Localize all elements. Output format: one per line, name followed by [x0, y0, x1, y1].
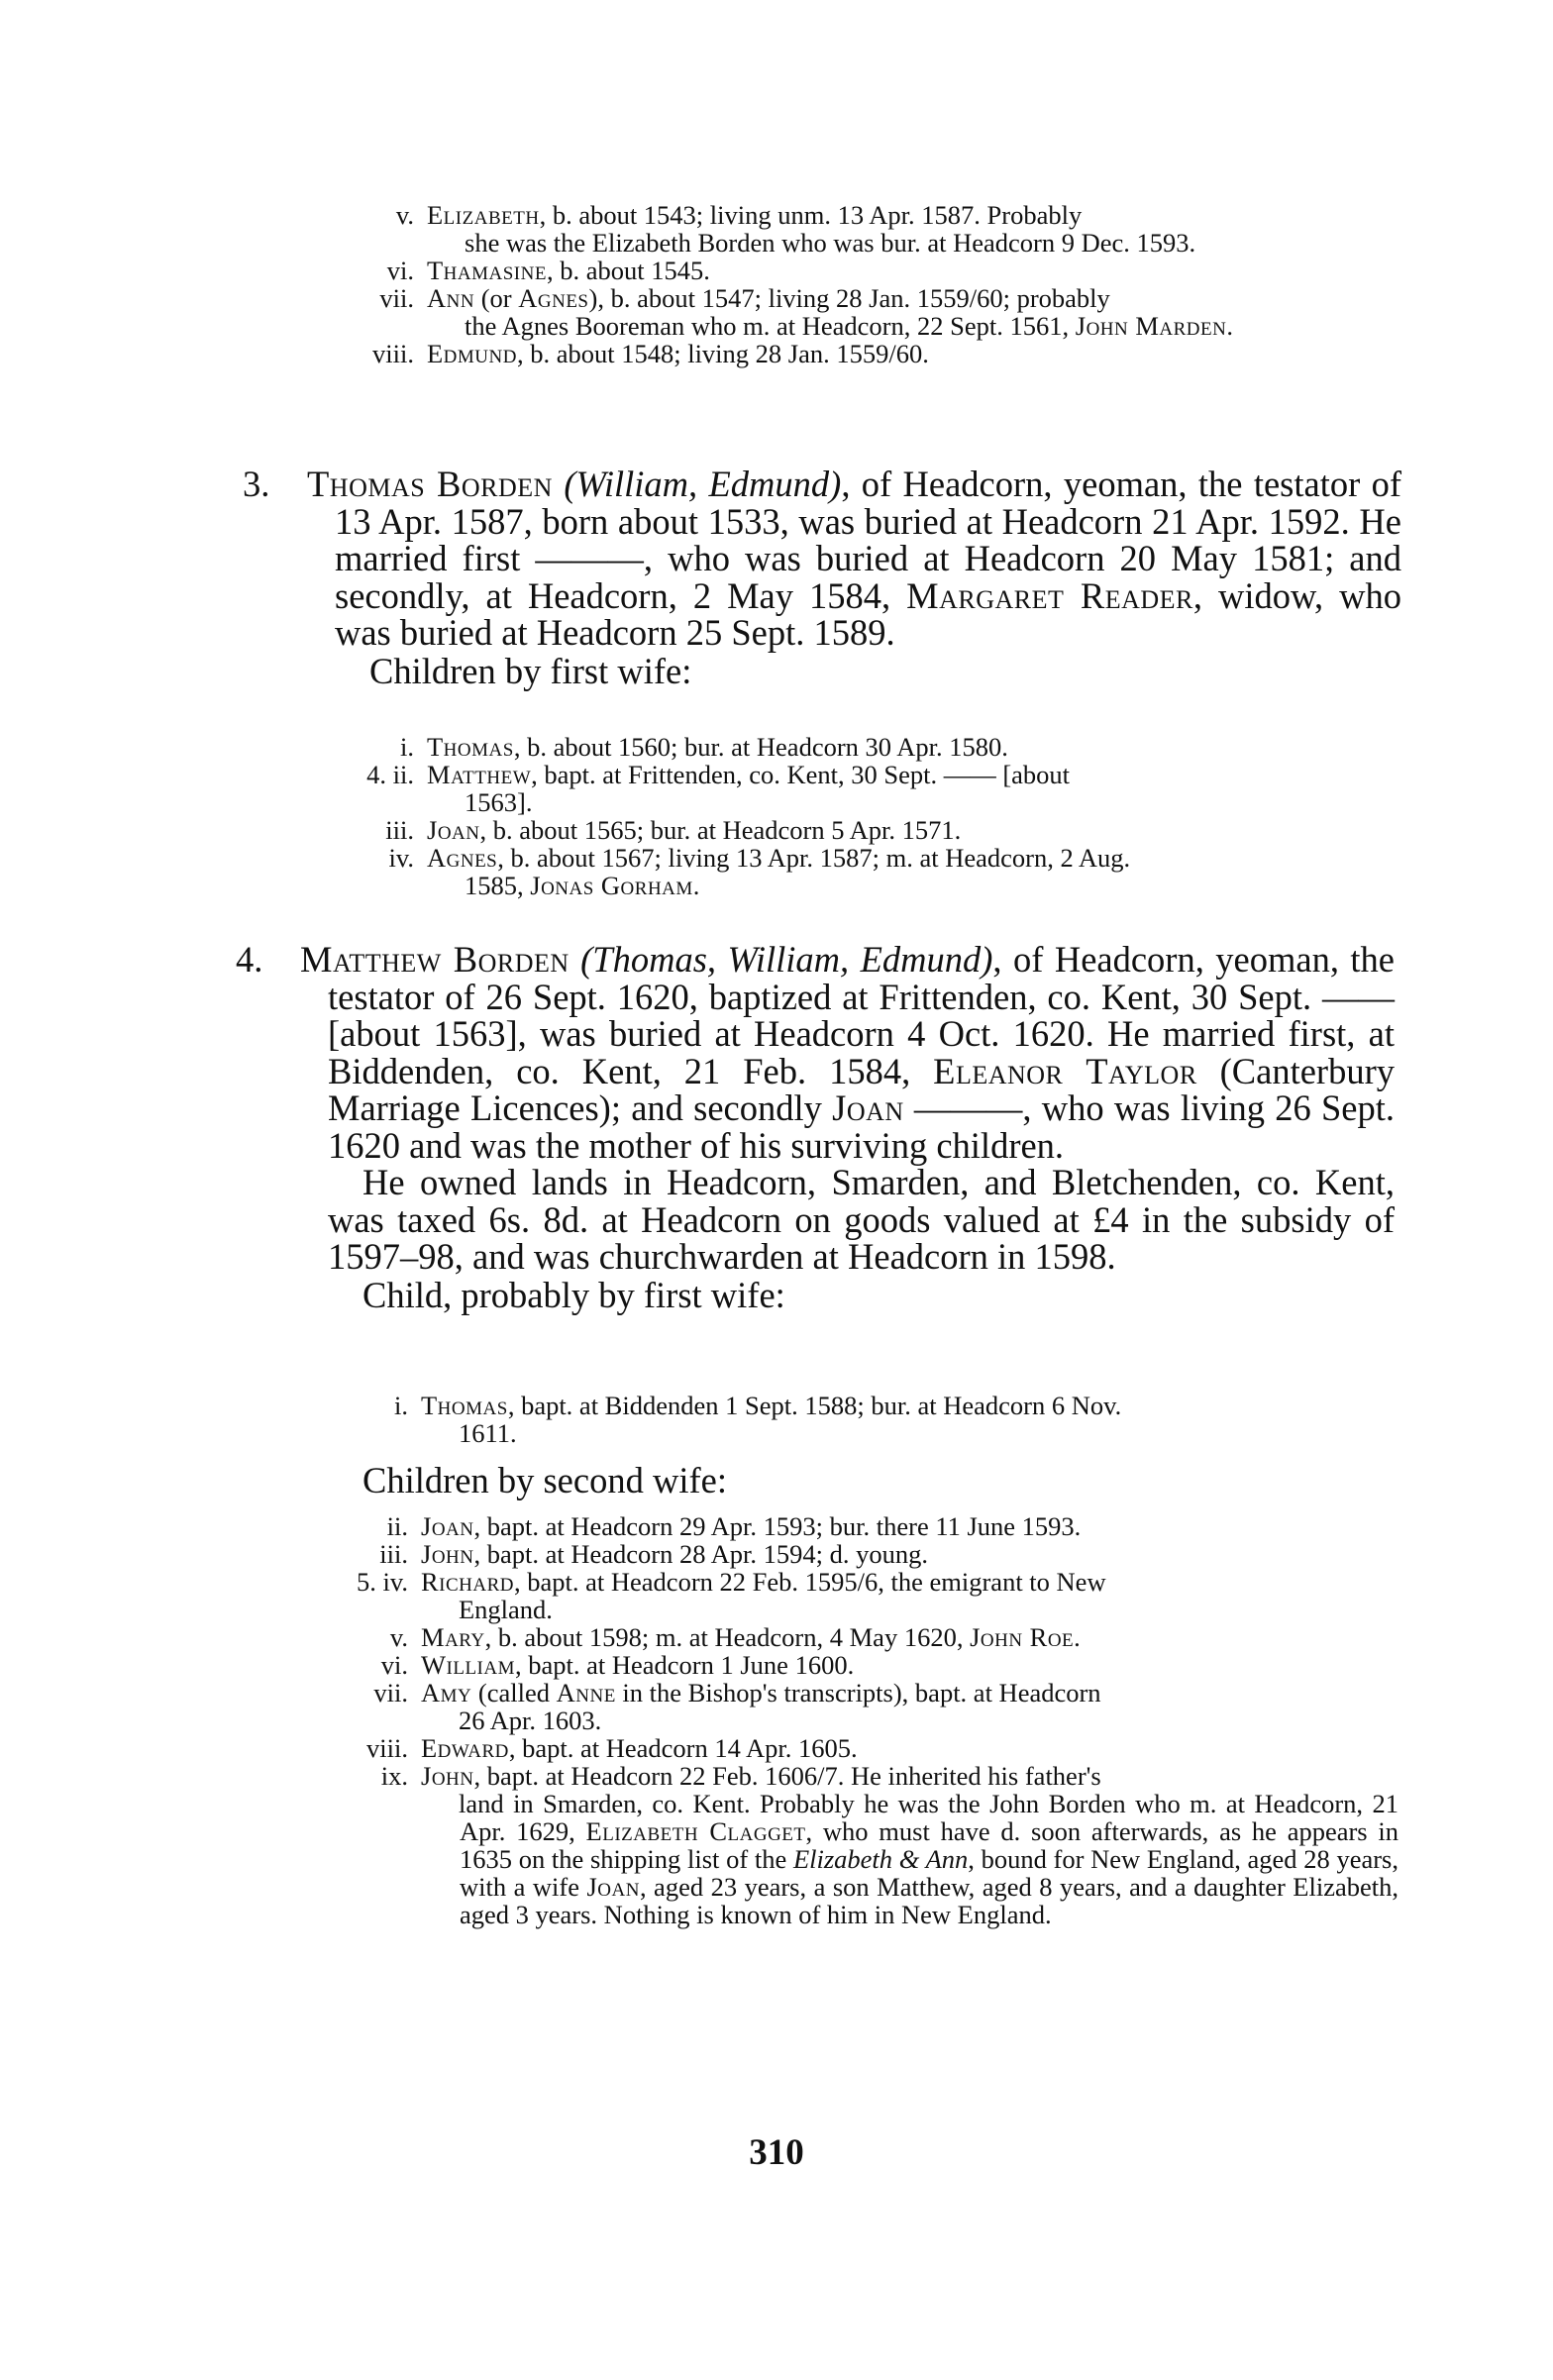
child-details-cont: 26 Apr. 1603. — [459, 1706, 602, 1735]
child-details-cont: she was the Elizabeth Borden who was bur. at Headcorn 9 Dec. 1593. — [465, 228, 1196, 258]
section-3 — [243, 466, 1401, 691]
child-details: , b. about 1598; m. at Headcorn, 4 May 1620, — [484, 1622, 971, 1652]
list-item — [309, 1512, 1398, 1540]
child-name: Amy — [421, 1678, 472, 1707]
item-number: i. — [394, 1391, 408, 1420]
child-details: , bapt. at Headcorn 14 Apr. 1605. — [508, 1733, 858, 1763]
child-details: , b. about 1560; bur. at Headcorn 30 Apr. 1580. — [513, 732, 1008, 762]
child-details: . — [1074, 1622, 1081, 1652]
list-item — [315, 284, 1404, 340]
child-details-cont: 1563]. — [465, 787, 533, 817]
paragraph-text: ———, who was living 26 Sept. 1620 and was the mother of his surviving children. — [328, 1087, 1395, 1166]
children-heading: Children by first wife: — [369, 650, 692, 691]
list-item — [315, 761, 1404, 816]
list-item — [309, 1762, 1398, 1928]
item-number: vi. — [380, 1650, 408, 1680]
child-name: Elizabeth — [427, 200, 540, 230]
item-number: iv. — [388, 843, 414, 873]
child-details: , b. about 1543; living unm. 13 Apr. 1587. Probably — [539, 200, 1083, 230]
child-name: Thomas — [421, 1391, 508, 1420]
child-details: , bapt. at Headcorn 22 Feb. 1606/7. He inherited his father's — [473, 1761, 1101, 1791]
item-number: 4. ii. — [366, 760, 414, 789]
child-name: Joan — [421, 1511, 474, 1541]
item-number: 5. iv. — [356, 1567, 408, 1597]
child-details-cont: , aged 23 years, a son Matthew, aged 8 years, and a daughter Elizabeth, aged 3 years. Nothing is known of him in New England. — [460, 1872, 1398, 1929]
children-list-4a — [309, 1392, 1398, 1447]
item-number: vii. — [373, 1678, 408, 1707]
item-number: vii. — [379, 283, 414, 313]
children-heading: Children by second wife: — [362, 1460, 727, 1500]
child-alt-name: Anne — [556, 1678, 616, 1707]
child-name: Richard — [421, 1567, 515, 1597]
item-number: v. — [389, 1622, 408, 1652]
list-item — [309, 1734, 1398, 1762]
child-details: , bapt. at Headcorn 28 Apr. 1594; d. young. — [473, 1539, 929, 1569]
spouse-name: Elizabeth Clagget — [585, 1816, 806, 1846]
child-details: ), b. about 1547; living 28 Jan. 1559/60; probably — [588, 283, 1110, 313]
lineage: (William, Edmund) — [564, 464, 842, 504]
spouse-name: Margaret Reader — [906, 574, 1193, 616]
child-details: , b. about 1565; bur. at Headcorn 5 Apr. 1571. — [479, 815, 962, 845]
child-name: Mary — [421, 1622, 485, 1652]
section-4-paragraph — [236, 941, 1395, 1164]
spouse-name: Joan — [586, 1872, 640, 1902]
spouse-name: Joan — [832, 1087, 904, 1128]
child-details-cont: , bound for New England, aged 28 years, with a wife — [460, 1844, 1398, 1902]
list-item — [315, 844, 1404, 899]
child-details-cont: 1585, — [465, 871, 531, 900]
child-details: , bapt. at Frittenden, co. Kent, 30 Sept. —— [about — [531, 760, 1071, 789]
child-details-cont: England. — [459, 1595, 553, 1624]
child-details: , b. about 1567; living 13 Apr. 1587; m. at Headcorn, 2 Aug. — [497, 843, 1131, 873]
spouse-name: John Marden — [1075, 311, 1227, 341]
page-number: 310 — [749, 2132, 804, 2173]
list-item — [309, 1540, 1398, 1568]
section-4-paragraph-2: He owned lands in Headcorn, Smarden, and Bletchenden, co. Kent, was taxed 6s. 8d. at Headcorn on goods valued at £4 in the subsidy of 1597–98, and was churchwarden at Headcorn in 1598. — [328, 1162, 1395, 1277]
child-details-cont: , who must have d. soon afterwards, as he appears in 1635 on the shipping list of the — [460, 1816, 1398, 1874]
item-number: iii. — [379, 1539, 408, 1569]
child-name: Edward — [421, 1733, 509, 1763]
child-name: Edmund — [427, 339, 517, 368]
child-details: in the Bishop's transcripts), bapt. at Headcorn — [615, 1678, 1101, 1707]
section-3-paragraph — [243, 466, 1401, 652]
child-name: Thomas — [427, 732, 514, 762]
child-details-cont: the Agnes Booreman who m. at Headcorn, 22 Sept. 1561, — [465, 311, 1076, 341]
item-number: vi. — [386, 256, 414, 285]
item-number: ii. — [386, 1511, 408, 1541]
child-name: Matthew — [427, 760, 532, 789]
child-name: Agnes — [427, 843, 498, 873]
section-number: 4. — [236, 939, 263, 980]
list-item — [309, 1651, 1398, 1679]
child-name: Thamasine — [427, 256, 547, 285]
child-name: Joan — [427, 815, 480, 845]
list-item — [315, 201, 1404, 257]
child-name: John — [421, 1761, 474, 1791]
list-item — [315, 733, 1404, 761]
list-item — [309, 1568, 1398, 1623]
section-number: 3. — [243, 464, 270, 504]
section-4 — [236, 941, 1395, 1315]
ship-name: Elizabeth & Ann — [792, 1844, 969, 1874]
spouse-name: Eleanor Taylor — [933, 1050, 1197, 1091]
item-number: viii. — [372, 339, 414, 368]
child-details-cont: 1611. — [459, 1418, 517, 1448]
child-details: , b. about 1545. — [546, 256, 710, 285]
list-item — [315, 340, 1404, 367]
section-4-heading-2 — [236, 1461, 1395, 1500]
child-name: William — [421, 1650, 515, 1680]
spouse-name: Jonas Gorham — [530, 871, 693, 900]
list-item — [315, 816, 1404, 844]
children-heading: Child, probably by first wife: — [362, 1274, 785, 1315]
child-details: (or — [474, 283, 519, 313]
spouse-name: John Roe — [970, 1622, 1075, 1652]
children-list-4b — [309, 1512, 1398, 1928]
children-list-top — [315, 201, 1404, 367]
child-details: , bapt. at Biddenden 1 Sept. 1588; bur. at Headcorn 6 Nov. — [507, 1391, 1122, 1420]
list-item — [309, 1392, 1398, 1447]
child-details: , bapt. at Headcorn 29 Apr. 1593; bur. there 11 June 1593. — [473, 1511, 1082, 1541]
person-name: Thomas Borden — [307, 464, 553, 504]
item-number: iii. — [385, 815, 414, 845]
child-details-cont: . — [692, 871, 700, 900]
paragraph-text: , of Headcorn, yeoman, the testator of 13 Apr. 1587, born about 1533, was buried at Headcorn 21 Apr. 1592. He married first ———, who was buried at Headcorn 20 May 1581; and secondly, at Headcorn, 2 May 1584, — [335, 464, 1402, 616]
item-number: ix. — [380, 1761, 408, 1791]
person-name: Matthew Borden — [300, 939, 569, 980]
list-item — [315, 257, 1404, 284]
child-alt-name: Agnes — [518, 283, 589, 313]
item-number: v. — [395, 200, 414, 230]
paragraph-text: , of Headcorn, yeoman, the testator of 26 Sept. 1620, baptized at Frittenden, co. Kent, 30 Sept. —— [about 1563], was buried at Headcorn 4 Oct. 1620. He married first, at Biddenden, co. Kent, 21 Feb. 1584, — [328, 939, 1395, 1091]
children-list-3 — [315, 733, 1404, 899]
list-item — [309, 1623, 1398, 1651]
child-details-cont: . — [1226, 311, 1233, 341]
child-details: , bapt. at Headcorn 22 Feb. 1595/6, the emigrant to New — [514, 1567, 1106, 1597]
item-number: viii. — [366, 1733, 408, 1763]
item-number: i. — [400, 732, 414, 762]
child-details: , b. about 1548; living 28 Jan. 1559/60. — [516, 339, 929, 368]
paragraph-text: (Canterbury Marriage Licences); and secondly — [328, 1050, 1395, 1128]
lineage: (Thomas, William, Edmund) — [580, 939, 993, 980]
child-details-cont: land in Smarden, co. Kent. Probably he was the John Borden who m. at Headcorn, 21 Apr. 1629, — [459, 1789, 1398, 1846]
child-name: John — [421, 1539, 474, 1569]
paragraph-text: , widow, who was buried at Headcorn 25 Sept. 1589. — [335, 574, 1401, 653]
child-details: , bapt. at Headcorn 1 June 1600. — [515, 1650, 855, 1680]
child-name: Ann — [427, 283, 475, 313]
list-item — [309, 1679, 1398, 1734]
child-details: (called — [471, 1678, 557, 1707]
